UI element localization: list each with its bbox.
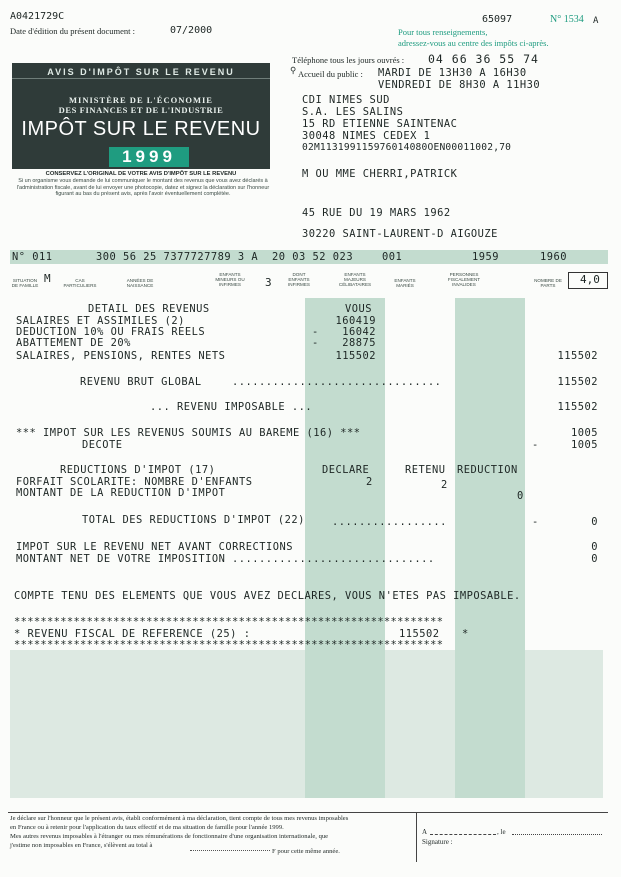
vous-column-band [305, 298, 385, 798]
total-reductions-value: 0 [591, 516, 598, 528]
place-prefix: A [422, 828, 428, 836]
ministry-line-1: MINISTÈRE DE L'ÉCONOMIE [69, 95, 213, 105]
document-code: A0421729C [10, 11, 65, 22]
salaries-vous: 160419 [335, 315, 376, 327]
avis-title: AVIS D'IMPÔT SUR LE REVENU [47, 67, 235, 77]
lower-band-left [10, 650, 305, 798]
main-title: IMPÔT SUR LE REVENU [21, 118, 261, 140]
non-taxable-message: COMPTE TENU DES ELEMENTS QUE VOUS AVEZ DECLARES, VOUS N'ETES PAS IMPOSABLE. [14, 590, 521, 602]
footer-rule [8, 812, 608, 813]
net-tax-amount-value: 0 [591, 553, 598, 565]
col-declared: DECLARE [322, 464, 370, 476]
reference-birth-year-1: 1959 [472, 251, 500, 263]
reduction-amount-label: MONTANT DE LA REDUCTION D'IMPOT [16, 487, 226, 499]
label-family-situation: SITUATION DE FAMILLE [11, 278, 39, 289]
taxpayer-city: 30220 SAINT-LAURENT-D AIGOUZE [302, 228, 498, 240]
schooling-retained: 2 [441, 479, 448, 491]
label-married-children: ENFANTS MARIÉS [394, 278, 416, 289]
info-line-2: adressez-vous au centre des impôts ci-après. [398, 38, 549, 48]
lower-band-mid [385, 650, 455, 798]
info-line-1: Pour tous renseignements, [398, 27, 488, 37]
phone-label: Téléphone tous les jours ouvrés : [292, 55, 405, 65]
net-tax-before-label: IMPOT SUR LE REVENU NET AVANT CORRECTIONS [16, 541, 293, 553]
edition-date: 07/2000 [170, 25, 213, 36]
taxable-income-label: ... REVENU IMPOSABLE ... [150, 401, 313, 413]
ministry-line-2: DES FINANCES ET DE L'INDUSTRIE [58, 105, 224, 115]
reference-line [10, 250, 608, 264]
label-adult-children: ENFANTS MAJEURS CÉLIBATAIRES [338, 272, 372, 288]
salaries-label: SALAIRES ET ASSIMILES (2) [16, 315, 185, 327]
net-tax-before-value: 0 [591, 541, 598, 553]
signature-label: Signature : [422, 838, 453, 846]
hours-line-2: VENDREDI DE 8H30 A 11H30 [378, 79, 541, 91]
reference-office-number: N° 011 [12, 251, 53, 263]
rfr-top-stars: ***************************************************************** [14, 616, 444, 628]
detail-heading: DETAIL DES REVENUS [88, 303, 210, 315]
reference-sequence: 001 [382, 251, 403, 263]
decote-sign: - [532, 439, 539, 451]
honour-declaration-4b: F pour cette même année. [272, 848, 340, 855]
abatement-sign: - [312, 337, 319, 349]
net-salaries-total: 115502 [557, 350, 598, 362]
reference-tax-number: 300 56 25 7377727789 3 A [96, 251, 259, 263]
taxable-income-total: 115502 [557, 401, 598, 413]
serial-suffix: A [593, 16, 599, 26]
honour-declaration-4: j'estime non imposables en France, s'élèvent au total à [10, 842, 153, 849]
abatement-label: ABATTEMENT DE 20% [16, 337, 131, 349]
scale-tax-total: 1005 [570, 427, 598, 439]
schooling-declared: 2 [366, 476, 373, 488]
decote-label: DECOTE [82, 439, 123, 451]
signature-divider [416, 812, 417, 862]
rfr-bottom-stars: ***************************************************************** [14, 639, 444, 651]
banner-divider [12, 78, 270, 79]
schooling-label: FORFAIT SCOLARITE: NOMBRE D'ENFANTS [16, 476, 253, 488]
decote-total: 1005 [570, 439, 598, 451]
situation-row [10, 268, 608, 294]
label-birth-years: ANNÉES DE NAISSANCE [126, 278, 154, 289]
hours-line-1: MARDI DE 13H30 A 16H30 [378, 67, 527, 79]
keep-notice: CONSERVEZ L'ORIGINAL DE VOTRE AVIS D'IMPÔT SUR LE REVENU [45, 171, 237, 177]
scale-tax-label: *** IMPOT SUR LES REVENUS SOUMIS AU BAREME (16) *** [16, 427, 361, 439]
gross-income-leader: ............................... [232, 376, 442, 388]
deduction-label: DEDUCTION 10% OU FRAIS REELS [16, 326, 206, 338]
place-field[interactable] [430, 834, 496, 835]
label-disabled-children: DONT ENFANTS INFIRMES [288, 272, 310, 288]
label-disabled-persons: PERSONNES FISCALEMENT INVALIDES [447, 272, 481, 288]
serial-number: N° 1534 [550, 14, 584, 25]
office-line-3: 15 RD ETIENNE SAINTENAC [302, 118, 458, 130]
family-situation-value: M [44, 272, 51, 285]
label-minor-children: ENFANTS MINEURS OU INFIRMES [215, 272, 245, 288]
phone-number: 04 66 36 55 74 [428, 52, 539, 66]
reference-number: 65097 [482, 14, 513, 25]
col-reduction: REDUCTION [457, 464, 518, 476]
reference-date-code: 20 03 52 023 [272, 251, 354, 263]
rfr-value: 115502 [399, 628, 440, 640]
net-salaries-label: SALAIRES, PENSIONS, RENTES NETS [16, 350, 226, 362]
honour-declaration-3: Mes autres revenus imposables à l'étranger ou mes rémunérations de fonctionnaire d'une organisation internationale, que [10, 833, 329, 840]
date-field[interactable] [512, 834, 602, 835]
public-hours-label: Accueil du public : [298, 69, 363, 79]
net-salaries-vous: 115502 [335, 350, 376, 362]
net-tax-amount-leader: .............................. [232, 553, 435, 565]
location-pin-icon: ⚲ [290, 66, 297, 76]
reductions-heading: REDUCTIONS D'IMPOT (17) [60, 464, 216, 476]
office-name: CDI NIMES SUD [302, 94, 390, 106]
taxpayer-street: 45 RUE DU 19 MARS 1962 [302, 207, 451, 219]
rfr-label: * REVENU FISCAL DE REFERENCE (25) : [14, 628, 251, 640]
tax-year: 1999 [122, 147, 176, 166]
rfr-end-star: * [462, 628, 469, 640]
deduction-vous: 16042 [342, 326, 376, 338]
signature-field[interactable] [460, 842, 600, 860]
office-line-4: 30048 NIMES CEDEX 1 [302, 130, 431, 142]
office-line-5: 02M113199115976014080OEN00011002,70 [302, 142, 512, 153]
abatement-vous: 28875 [342, 337, 376, 349]
honour-declaration-2: en France ou à retenir pour l'application du taux effectif et de ma situation de famille pour l'année 1999. [10, 824, 284, 831]
reduction-amount-value: 0 [517, 490, 524, 502]
deduction-sign: - [312, 326, 319, 338]
lower-band-right [525, 650, 603, 798]
reference-birth-year-2: 1960 [540, 251, 568, 263]
net-tax-amount-label: MONTANT NET DE VOTRE IMPOSITION [16, 553, 226, 565]
honour-declaration-1: Je déclare sur l'honneur que le présent avis, établi conformément à ma déclaration, tient compte de tous mes revenus imposables [10, 815, 349, 822]
office-line-2: S.A. LES SALINS [302, 106, 404, 118]
total-reductions-sign: - [532, 516, 539, 528]
taxpayer-name: M OU MME CHERRI,PATRICK [302, 168, 458, 180]
total-reductions-leader: ................. [332, 516, 447, 528]
keep-notice-text: Si un organisme vous demande de lui communiquer le montant des revenus que vous avez déclarés à l'administration fiscale, avant de lui envoyer une photocopie, datez et signez la déclaration sur l'honneur figurant au bas du présent avis, après l'avoir éventuellement complétée. [16, 178, 270, 198]
vous-column-heading: VOUS [345, 303, 373, 315]
tax-notice-banner [12, 63, 270, 169]
edition-label: Date d'édition du présent document : [10, 26, 135, 36]
gross-income-total: 115502 [557, 376, 598, 388]
number-of-parts-value: 4,0 [580, 273, 600, 286]
col-retained: RETENU [405, 464, 446, 476]
total-reductions-label: TOTAL DES REDUCTIONS D'IMPOT (22) [82, 514, 305, 526]
label-number-of-parts: NOMBRE DE PARTS [534, 278, 562, 289]
gross-income-label: REVENU BRUT GLOBAL [80, 376, 202, 388]
minor-children-value: 3 [265, 276, 272, 289]
date-prefix: , le [497, 828, 506, 836]
label-special-cases: CAS PARTICULIERS [63, 278, 97, 289]
foreign-income-field[interactable] [190, 850, 270, 851]
amount-column-band [455, 298, 525, 798]
